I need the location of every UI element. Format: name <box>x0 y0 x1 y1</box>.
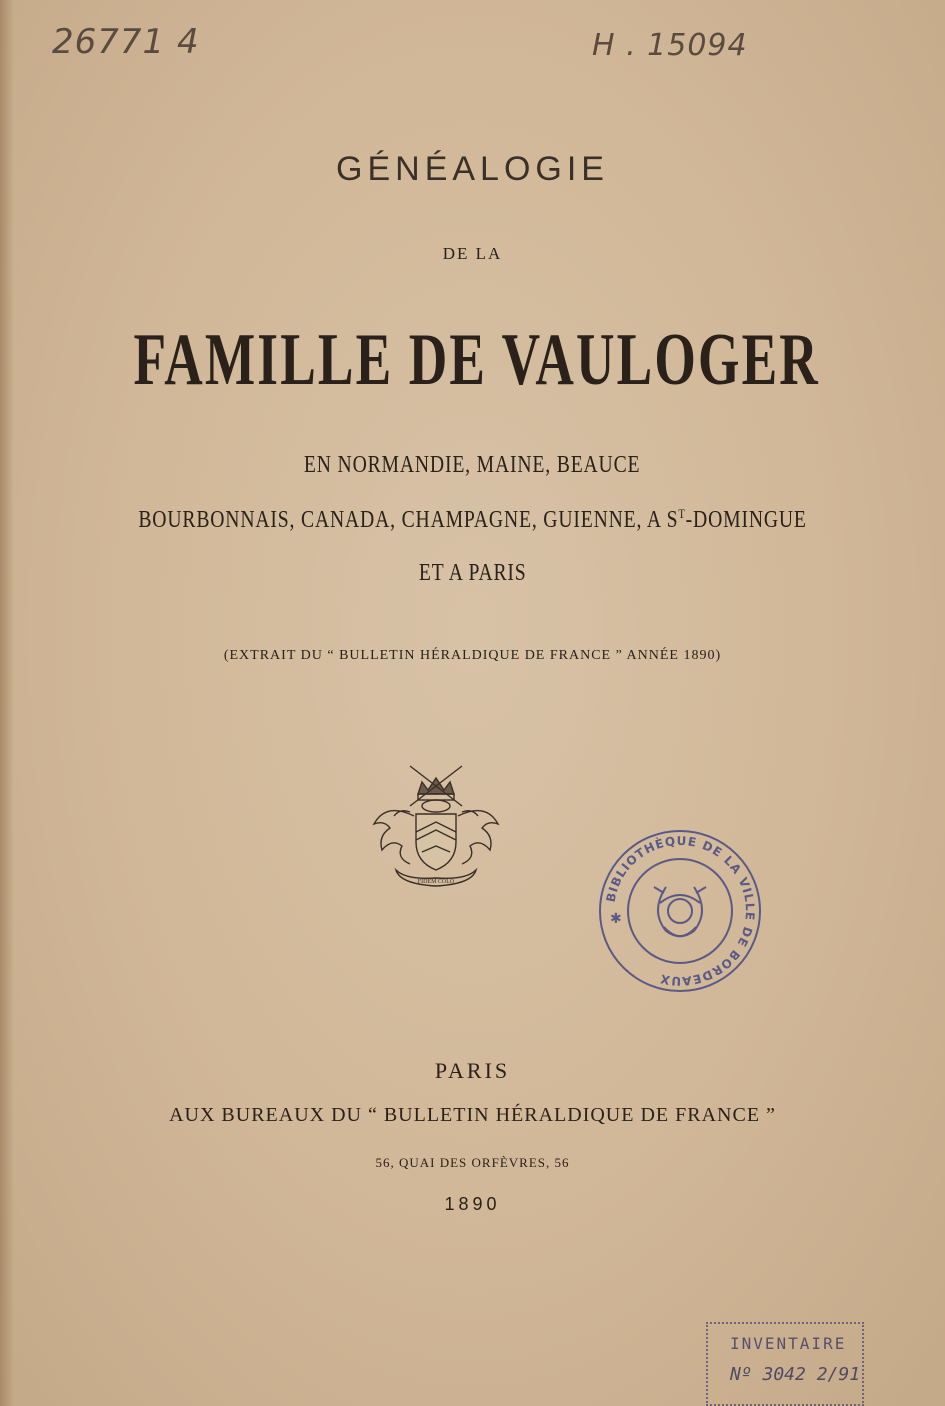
library-stamp-text: BIBLIOTHÈQUE DE LA VILLE DE BORDEAUX <box>603 833 758 989</box>
svg-text:✱: ✱ <box>610 911 622 927</box>
inventory-stamp <box>706 1322 864 1406</box>
regions-line-2-suffix: -DOMINGUE <box>685 507 807 533</box>
extract-note: (EXTRAIT DU “ BULLETIN HÉRALDIQUE DE FRANCE ” ANNÉE 1890) <box>223 648 722 663</box>
crest-motto: FIDEM COLO <box>417 879 455 885</box>
regions-line-2-prefix: BOURBONNAIS, CANADA, CHAMPAGNE, GUIENNE, A S <box>138 507 679 533</box>
library-stamp-icon <box>596 827 764 995</box>
imprint-publisher: AUX BUREAUX DU “ BULLETIN HÉRALDIQUE DE FRANCE ” <box>169 1104 776 1126</box>
regions-line-3 <box>0 560 945 587</box>
title-de-la: DE LA <box>442 244 503 263</box>
imprint-year: 1890 <box>444 1194 501 1214</box>
inventory-number: Nº 3042 2/91 <box>730 1364 861 1385</box>
regions-line-2 <box>0 506 945 534</box>
imprint-address: 56, QUAI DES ORFÈVRES, 56 <box>375 1155 570 1170</box>
title-genealogie: GÉNÉALOGIE <box>336 150 609 188</box>
regions-line-3-text: ET A PARIS <box>418 560 527 586</box>
inventory-label: INVENTAIRE <box>730 1334 847 1353</box>
regions-line-1-text: EN NORMANDIE, MAINE, BEAUCE <box>304 452 641 478</box>
main-title-text: FAMILLE DE VAULOGER <box>133 319 820 401</box>
imprint-city: PARIS <box>434 1058 511 1083</box>
main-title <box>0 318 945 403</box>
coat-of-arms-icon <box>366 762 506 888</box>
regions-line-2-sup: T <box>678 506 686 521</box>
regions-line-1 <box>0 452 945 479</box>
handwritten-shelfmark: H . 15094 <box>592 28 748 63</box>
handwritten-catalog-number: 26771 4 <box>52 22 200 62</box>
regions-line-2-text <box>138 506 806 534</box>
